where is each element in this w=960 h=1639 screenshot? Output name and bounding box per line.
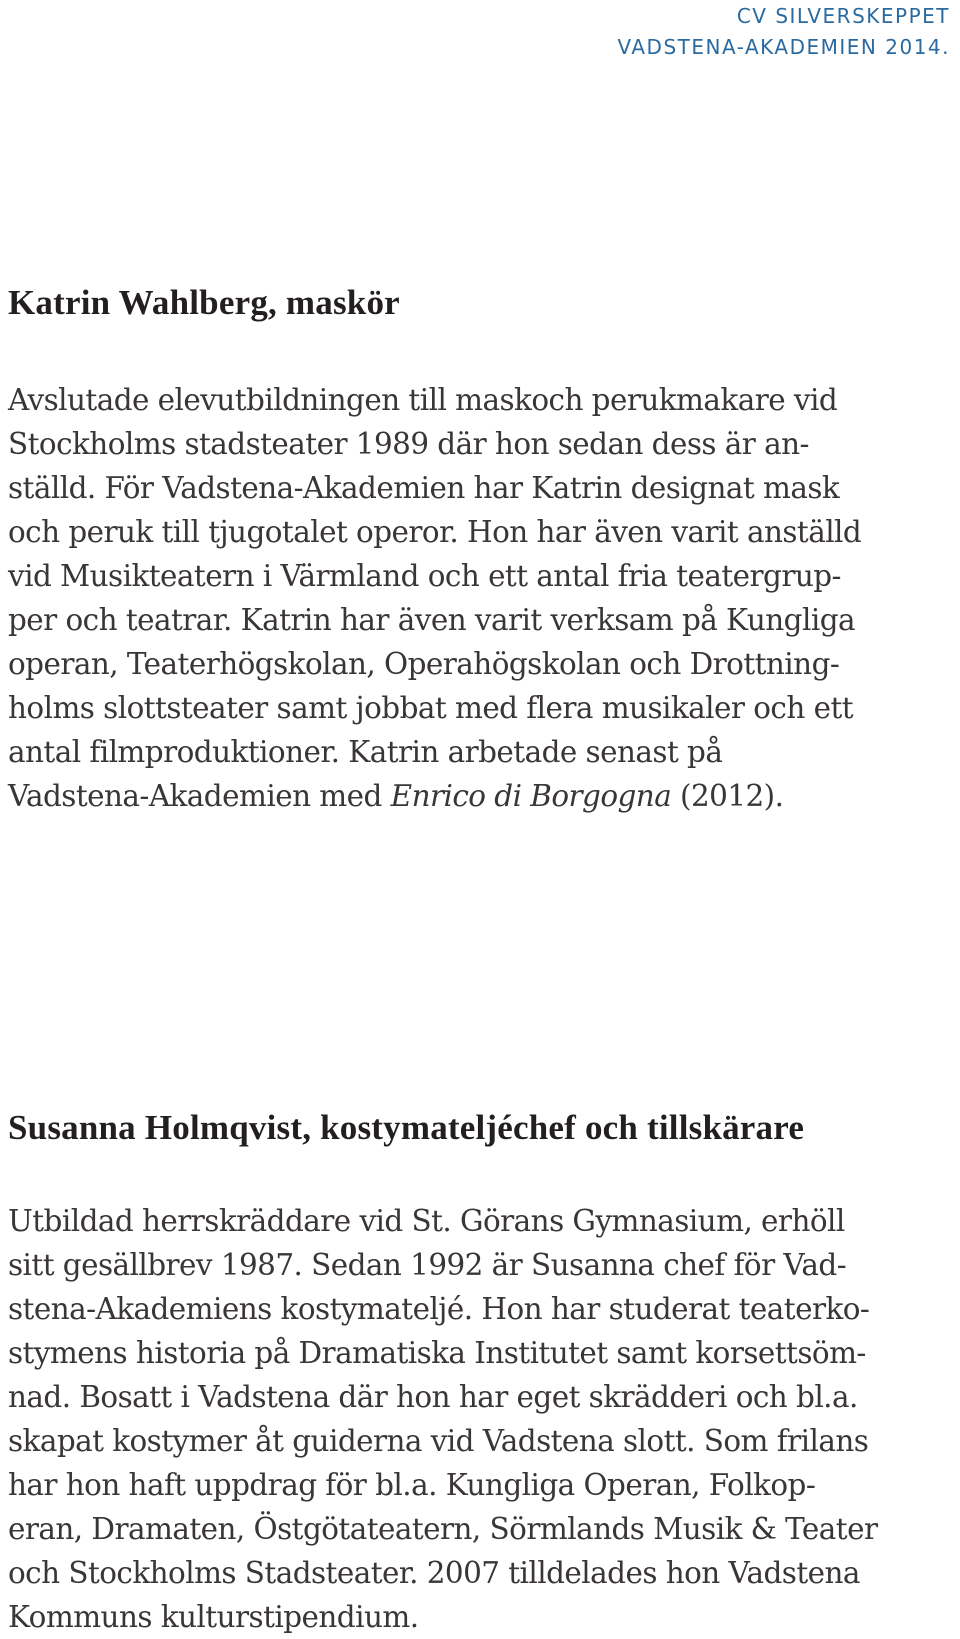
- body-line: ställd. För Vadstena-Akademien har Katrin designat mask: [8, 471, 840, 505]
- body-text: (2012).: [671, 779, 784, 813]
- body-line: har hon haft uppdrag för bl.a. Kungliga Operan, Folkop-: [8, 1468, 816, 1502]
- body-text: Vadstena-Akademien med: [8, 779, 391, 813]
- body-line: antal filmproduktioner. Katrin arbetade senast på: [8, 735, 723, 769]
- body-line: Utbildad herrskräddare vid St. Görans Gymnasium, erhöll: [8, 1204, 845, 1238]
- body-line: skapat kostymer åt guiderna vid Vadstena slott. Som frilans: [8, 1424, 869, 1458]
- body-line: och peruk till tjugotalet operor. Hon har även varit anställd: [8, 515, 862, 549]
- header-subtitle: VADSTENA-AKADEMIEN 2014.: [617, 35, 950, 59]
- section-heading: Katrin Wahlberg, maskör: [8, 283, 400, 322]
- body-line: vid Musikteatern i Värmland och ett antal fria teatergrup-: [8, 559, 841, 593]
- body-line: Kommuns kulturstipendium.: [8, 1600, 419, 1634]
- production-title: Enrico di Borgogna: [390, 779, 672, 813]
- body-line: Stockholms stadsteater 1989 där hon sedan dess är an-: [8, 427, 809, 461]
- section-body: [8, 378, 948, 818]
- body-line: sitt gesällbrev 1987. Sedan 1992 är Susanna chef för Vad-: [8, 1248, 847, 1282]
- body-line: stymens historia på Dramatiska Institutet samt korsettsöm-: [8, 1336, 866, 1370]
- header-title: CV SILVERSKEPPET: [736, 4, 950, 28]
- cv-section-susanna-holmqvist: [8, 1108, 948, 1639]
- body-line: operan, Teaterhögskolan, Operahögskolan och Drottning-: [8, 647, 840, 681]
- document-header: [617, 0, 950, 63]
- body-line: Avslutade elevutbildningen till maskoch perukmakare vid: [8, 383, 838, 417]
- body-line-last: [8, 774, 948, 818]
- body-line: holms slottsteater samt jobbat med flera musikaler och ett: [8, 691, 854, 725]
- body-line: per och teatrar. Katrin har även varit verksam på Kungliga: [8, 603, 855, 637]
- section-body: [8, 1199, 948, 1639]
- body-line: och Stockholms Stadsteater. 2007 tilldelades hon Vadstena: [8, 1556, 860, 1590]
- cv-section-katrin-wahlberg: [8, 283, 948, 818]
- body-line: nad. Bosatt i Vadstena där hon har eget skrädderi och bl.a.: [8, 1380, 858, 1414]
- section-heading: Susanna Holmqvist, kostymateljéchef och tillskärare: [8, 1108, 805, 1147]
- body-line: stena-Akademiens kostymateljé. Hon har studerat teaterko-: [8, 1292, 870, 1326]
- body-line: eran, Dramaten, Östgötateatern, Sörmlands Musik & Teater: [8, 1512, 878, 1546]
